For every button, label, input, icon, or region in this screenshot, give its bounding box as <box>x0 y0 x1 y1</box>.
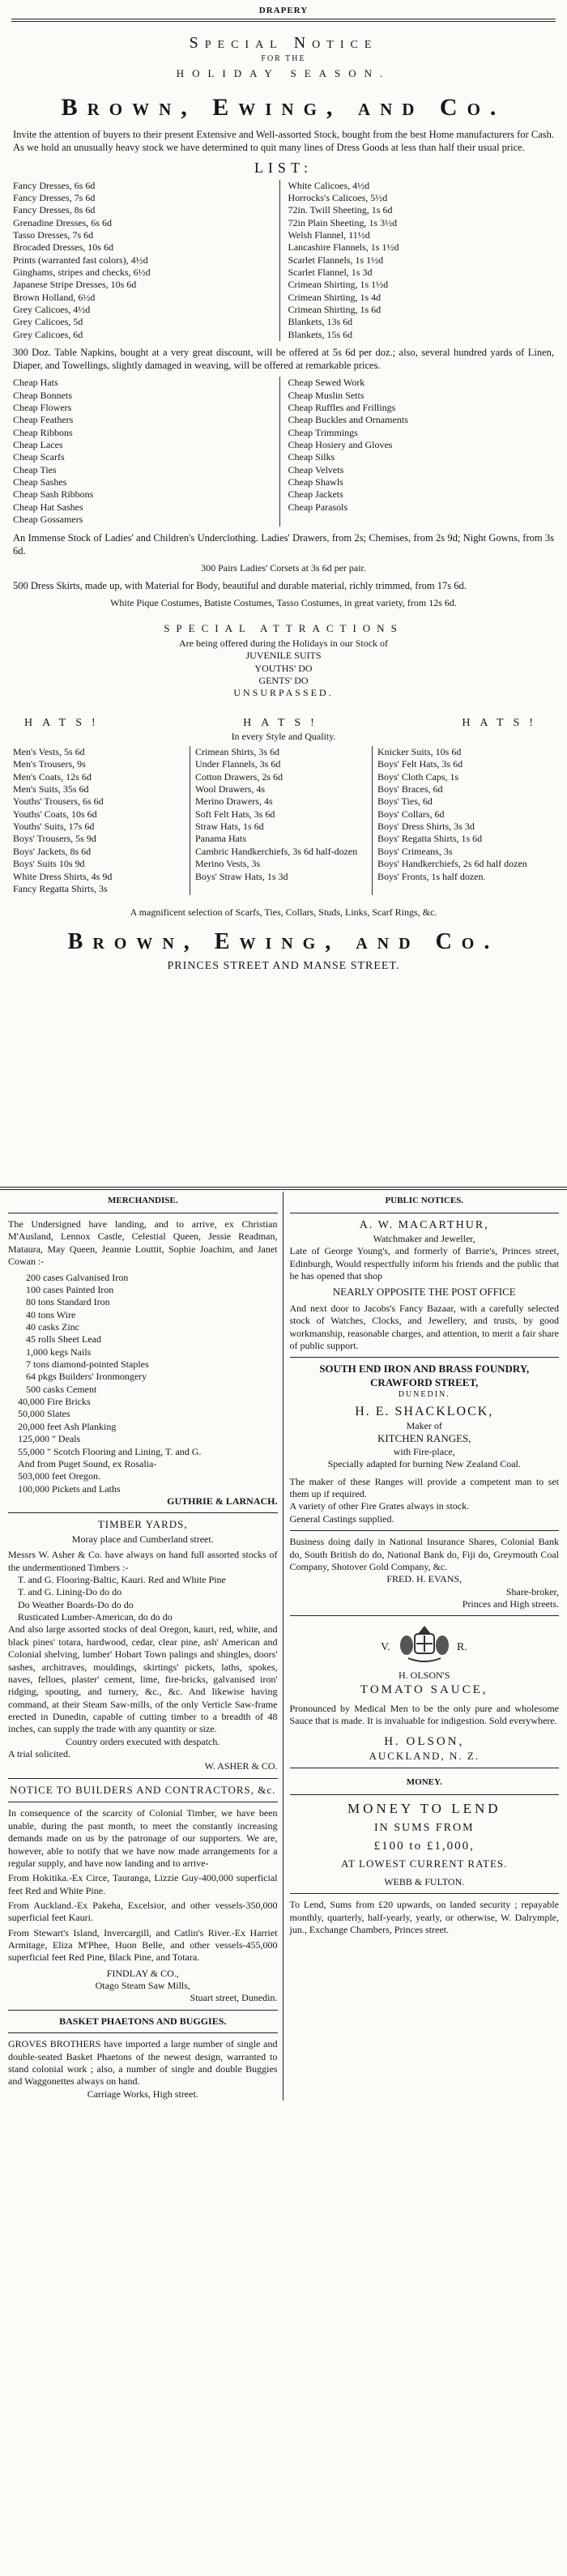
list-item: Boys' Suits 10s 9d <box>13 858 85 870</box>
list-item: Boys' Straw Hats, 1s 3d <box>195 870 288 882</box>
list-item: White Calicoes, 4½d <box>288 179 370 191</box>
list-item: Panama Hats <box>195 833 246 845</box>
list-item: Blankets, 15s 6d <box>288 328 353 340</box>
list-item: T. and G. Lining-Do do do <box>18 1586 122 1598</box>
list-item: Cheap Flowers <box>13 401 72 413</box>
list-item: Merino Drawers, 4s <box>195 795 273 808</box>
list-item: Grey Calicoes, 4½d <box>13 304 91 316</box>
divider <box>290 1357 560 1358</box>
macarthur-rest: And next door to Jacobs's Fancy Bazaar, with a carefully selected stock of Watches, Clocks, and Jewellery, and trusts, by good workmanship, reasonable charges, and attention, to merit a fair share of public support. <box>289 1303 559 1352</box>
business-sign: Princes and High streets. <box>462 1597 559 1610</box>
list-item: Welsh Flannel, 11½d <box>288 228 370 241</box>
right-column <box>284 1192 567 2100</box>
divider <box>8 1512 278 1513</box>
list-item: Cheap Scarfs <box>13 451 65 463</box>
list-item: Cheap Bonnets <box>13 389 72 401</box>
list-item: 40,000 Fire Bricks <box>18 1396 91 1408</box>
macarthur-name: A. W. MACARTHUR, <box>359 1219 489 1232</box>
foundry-variety: A variety of other Fire Grates always in stock. <box>289 1500 470 1512</box>
special-line: Are being offered during the Holidays in our Stock of <box>178 637 389 649</box>
price-list <box>13 180 554 342</box>
list-item: Brown Holland, 6½d <box>13 291 96 303</box>
hats-banner <box>24 716 543 731</box>
timber-trial: A trial solicited. <box>8 1748 70 1760</box>
builders-item: From Stewart's Island, Invercargill, and Catlin's River.-Ex Harriet Armitage, Eliza M'Phee, Huon Belle, and other vessels-455,000 superficial feet Red Pine, Black Pine, and Totara. <box>8 1926 278 1964</box>
royal-crest <box>290 1621 560 1670</box>
intro-paragraph: Invite the attention of buyers to their present Extensive and Well-assorted Stock, bought from the best Home manufacturers for Cash. As we hold an unusually heavy stock we have determined to quit many lines of Dress Goods at less than half their usual price. <box>13 129 554 154</box>
list-item: Ginghams, stripes and checks, 6½d <box>13 267 151 279</box>
timber-country: Country orders executed with despatch. <box>66 1735 220 1747</box>
list-item: 503,000 feet Oregon. <box>18 1470 100 1482</box>
hats-word: HATS! <box>24 716 105 729</box>
firm-name: Brown, Ewing, and Co. <box>61 94 506 122</box>
list-item: Wool Drawers, 4s <box>195 783 266 795</box>
builders-item: From Auckland.-Ex Pakeha, Excelsior, and other vessels-350,000 superficial feet Kauri. <box>8 1899 278 1924</box>
money-tolend: To Lend, Sums from £20 upwards, on landed security ; repayable monthly, quarterly, half-yearly, yearly, or otherwise, W. Dalrymple, jun., Exchange Chambers, Princes street. <box>289 1899 559 1935</box>
sauce-owner: H. OLSON'S <box>398 1670 450 1682</box>
macarthur-trade: Watchmaker and Jeweller, <box>373 1232 475 1244</box>
list-item: Cheap Gossamers <box>13 514 83 526</box>
cheap-list <box>13 377 554 526</box>
clothing-list <box>13 746 554 895</box>
list-item: 20,000 feet Ash Planking <box>18 1420 117 1432</box>
hats-word: HATS! <box>462 716 543 729</box>
list-item: Fancy Dresses, 8s 6d <box>13 204 96 216</box>
list-item: Lancashire Flannels, 1s 1½d <box>288 241 399 254</box>
firm-address: PRINCES STREET AND MANSE STREET. <box>167 960 400 973</box>
timber-rest: And also large assorted stocks of deal Oregon, kauri, red, white, and black pines' totara, hardwood, cedar, clear pine, ash' American and Colonial shelving, lumber' Hobart Town palings and shingles, doors' sashes, architraves, mouldings, skirtings' pickets, laths, spokes, naves, felloes, plaster' cement, lime, fire-bricks, galvanised iron' ridging, spouting, and turnery, &c., &c. And likewise having command, at their Steam Saw-mills, of the only Verticle Saw-frame erected in Dunedin, capable of cutting timber to a breadth of 48 inches, can supply the trade with any quantity or size. <box>8 1623 278 1735</box>
list-item: Soft Felt Hats, 3s 6d <box>195 808 275 820</box>
price-list-right <box>279 180 555 342</box>
corsets-line: 300 Pairs Ladies' Corsets at 3s 6d per pair. <box>201 561 366 574</box>
list-item: Cheap Muslin Setts <box>288 389 364 401</box>
list-item: Cheap Sash Ribbons <box>13 488 94 501</box>
timber-body: Messrs W. Asher & Co. have always on hand full assorted stocks of the undermentioned Timbers :- <box>8 1549 278 1573</box>
list-item: Cheap Ruffles and Frillings <box>288 401 396 413</box>
list-item: Boys' Cloth Caps, 1s <box>377 770 459 783</box>
basket-heading: BASKET PHAETONS AND BUGGIES. <box>59 2015 227 2027</box>
list-item: Boys' Fronts, 1s half dozen. <box>377 870 486 882</box>
list-item: 80 tons Standard Iron <box>26 1296 110 1308</box>
sauce-sign: H. OLSON, <box>384 1734 465 1748</box>
divider <box>8 1778 278 1779</box>
list-item: Boys' Handkerchiefs, 2s 6d half dozen <box>377 858 527 870</box>
foundry-fire: with Fire-place, <box>393 1445 455 1457</box>
list-item: 64 pkgs Builders' Ironmongery <box>26 1371 147 1383</box>
list-item: Crimean Shirting, 1s 1½d <box>288 279 389 291</box>
dress-skirts-paragraph: 500 Dress Skirts, made up, with Material for Body, beautiful and durable material, richly trimmed, from 17s 6d. <box>13 579 467 591</box>
builders-sign: Otago Steam Saw Mills, <box>95 1980 190 1992</box>
lower-section <box>0 1187 567 2100</box>
list-item: Horrocks's Calicoes, 5½d <box>288 191 388 203</box>
special-attractions-heading: SPECIAL ATTRACTIONS <box>164 622 403 635</box>
list-item: Youths' Coats, 10s 6d <box>13 808 97 820</box>
youths-suits: YOUTHS' DO <box>254 662 313 674</box>
list-item: 72in. Twill Sheeting, 1s 6d <box>288 204 393 216</box>
hats-style: In every Style and Quality. <box>231 730 336 742</box>
list-item: Rusticated Lumber-American, do do do <box>18 1611 173 1623</box>
list-item: Scarlet Flannels, 1s 1½d <box>288 254 384 266</box>
clothing-col-3 <box>372 746 554 895</box>
public-notices-heading: PUBLIC NOTICES. <box>385 1196 464 1205</box>
merchandise-sign: GUTHRIE & LARNACH. <box>167 1495 278 1507</box>
notice-season: HOLIDAY SEASON. <box>176 67 391 80</box>
list-item: Cheap Ribbons <box>13 426 73 438</box>
list-item: Fancy Regatta Shirts, 3s <box>13 882 108 894</box>
macarthur-body: Late of George Young's, and formerly of Barrie's, Princes street, Edinburgh, Would respectfully inform his friends and the public that he has opened that shop <box>289 1245 559 1282</box>
list-item: Cheap Ties <box>13 463 57 476</box>
list-item: Scarlet Flannel, 1s 3d <box>288 267 373 279</box>
list-item: Boys' Regatta Shirts, 1s 6d <box>377 833 483 845</box>
clothing-col-1 <box>13 746 190 895</box>
price-list-left <box>13 180 279 342</box>
notice-for-the: FOR THE <box>261 53 306 63</box>
list-item: Tasso Dresses, 7s 6d <box>13 228 94 241</box>
list-item: Cheap Parasols <box>288 501 348 513</box>
merchandise-intro: The Undersigned have landing, and to arrive, ex Christian M'Ausland, Lennox Castle, Celestial Queen, Jessie Readman, Mataura, May Queen, Jeannie Louttit, Sophie Joachim, and Janet Cowan :- <box>8 1218 278 1268</box>
napkins-paragraph: 300 Doz. Table Napkins, bought at a very great discount, will be offered at 5s 6d per doz.; also, several hundred yards of Linen, Diaper, and Towellings, slightly damaged in weaving, will be offered at remarkable prices. <box>13 347 554 372</box>
sauce-title: TOMATO SAUCE, <box>360 1683 488 1696</box>
list-item: Men's Suits, 35s 6d <box>13 783 89 795</box>
list-item: 50,000 Slates <box>18 1408 70 1420</box>
money-sums: IN SUMS FROM <box>373 1822 475 1835</box>
list-item: Cheap Velvets <box>288 463 344 476</box>
firm-name-footer: Brown, Ewing, and Co. <box>67 928 500 954</box>
list-item: Crimean Shirting, 1s 6d <box>288 304 382 316</box>
business-sign: Share-broker, <box>505 1585 559 1597</box>
foundry-ranges: KITCHEN RANGES, <box>377 1432 471 1445</box>
list-item: Cheap Sashes <box>13 476 67 488</box>
list-item: 100 cases Painted Iron <box>26 1283 114 1295</box>
list-item: 40 tons Wire <box>26 1308 76 1320</box>
sauce-body: Pronounced by Medical Men to be the only pure and wholesome Sauce that is made. It is invaluable for indigestion. Sold everywhere. <box>289 1702 559 1727</box>
list-item: Fancy Dresses, 7s 6d <box>13 191 96 203</box>
divider <box>290 1530 560 1531</box>
list-item: Prints (warranted fast colors), 4½d <box>13 254 148 266</box>
money-heading: MONEY. <box>406 1777 442 1788</box>
svg-text:V.: V. <box>380 1641 390 1654</box>
svg-text:R.: R. <box>456 1641 467 1654</box>
list-item: 40 casks Zinc <box>26 1320 79 1333</box>
list-item: Brocaded Dresses, 10s 6d <box>13 241 113 254</box>
list-item: Crimean Shirts, 3s 6d <box>195 745 279 757</box>
list-item: 200 cases Galvanised Iron <box>26 1271 129 1283</box>
costumes-line: White Pique Costumes, Batiste Costumes, Tasso Costumes, in great variety, from 12s 6d. <box>110 596 457 608</box>
foundry-adapted: Specially adapted for burning New Zealand Coal. <box>327 1458 521 1470</box>
list-item: 100,000 Pickets and Laths <box>18 1482 121 1495</box>
divider <box>290 1893 560 1894</box>
notice-title: Special Notice <box>189 34 378 53</box>
underclothing-paragraph: An Immense Stock of Ladies' and Children's Underclothing. Ladies' Drawers, from 2s; Chemises, from 2s 9d; Night Gowns, from 3s 6d. <box>13 531 554 557</box>
basket-body: GROVES BROTHERS have imported a large number of single and double-seated Basket Phaetons of the newest design, warranted to stand colonial work ; also, a number of single and double Buggies and Waggonettes always on hand. <box>8 2038 278 2088</box>
money-rates: AT LOWEST CURRENT RATES. <box>341 1857 508 1870</box>
list-item: Cambric Handkerchiefs, 3s 6d half-dozen <box>195 845 358 857</box>
left-column <box>0 1192 284 2100</box>
royal-crest-icon <box>376 1621 473 1670</box>
cheap-list-left <box>13 377 279 526</box>
business-sign: FRED. H. EVANS, <box>386 1573 463 1585</box>
list-item: White Dress Shirts, 4s 9d <box>13 870 113 882</box>
foundry-body: The maker of these Ranges will provide a competent man to set them up if required. <box>289 1475 559 1500</box>
hats-word: HATS! <box>243 716 324 729</box>
list-item: Cheap Feathers <box>13 414 74 426</box>
business-body: Business doing daily in National Insurance Shares, Colonial Bank do, South British do do, National Bank do, Fiji do, Greymouth Coal Company, Shotover Gold Company, &c. <box>289 1536 559 1572</box>
foundry-city: DUNEDIN. <box>398 1389 450 1399</box>
foundry-maker: Maker of <box>406 1420 442 1431</box>
list-item: Cheap Shawls <box>288 476 343 488</box>
cheap-list-right <box>279 377 555 526</box>
foundry-street: CRAWFORD STREET, <box>370 1376 479 1389</box>
list-item: 500 casks Cement <box>26 1383 97 1395</box>
list-item: 125,000 " Deals <box>18 1433 81 1445</box>
basket-sign: Carriage Works, High street. <box>87 2088 198 2100</box>
list-item: T. and G. Flooring-Baltic, Kauri. Red and White Pine <box>18 1574 226 1586</box>
list-item: Crimean Shirting, 1s 4d <box>288 291 382 303</box>
builders-sign: FINDLAY & CO., <box>106 1967 179 1979</box>
list-heading: LIST: <box>254 160 313 177</box>
gents-suits: GENTS' DO <box>258 674 309 686</box>
list-item: And from Puget Sound, ex Rosalia- <box>18 1457 157 1469</box>
list-item: Merino Vests, 3s <box>195 858 261 870</box>
list-item: Cheap Hats <box>13 377 58 389</box>
foundry-heading: SOUTH END IRON AND BRASS FOUNDRY, <box>319 1363 530 1375</box>
juvenile-suits: JUVENILE SUITS <box>245 650 322 662</box>
list-item: Blankets, 13s 6d <box>288 316 353 328</box>
list-item: Cheap Hosiery and Gloves <box>288 438 393 450</box>
timber-sign: W. ASHER & CO. <box>204 1760 278 1772</box>
list-item: Boys' Dress Shirts, 3s 3d <box>377 821 475 833</box>
builders-sign: Stuart street, Dunedin. <box>190 1992 278 2004</box>
list-item: Youths' Suits, 17s 6d <box>13 821 95 833</box>
clothing-col-2 <box>190 746 372 895</box>
macarthur-opposite: NEARLY OPPOSITE THE POST OFFICE <box>332 1286 516 1299</box>
money-title: MONEY TO LEND <box>347 1801 501 1817</box>
list-item: Boys' Ties, 6d <box>377 795 433 808</box>
divider <box>0 1187 567 1190</box>
list-item: Boys' Felt Hats, 3s 6d <box>377 758 463 770</box>
merchandise-heading: MERCHANDISE. <box>108 1196 178 1205</box>
list-item: Youths' Trousers, 6s 6d <box>13 795 104 808</box>
list-item: Fancy Dresses, 6s 6d <box>13 179 96 191</box>
list-item: Cotton Drawers, 2s 6d <box>195 770 283 783</box>
builders-body: In consequence of the scarcity of Colonial Timber, we have been unable, during the past month, to meet the constantly increasing demands made on us by the patronage of our supporters. We are, however, able to notify that we have now made arrangements for a regular supply, and have now landing and to arrive- <box>8 1807 278 1869</box>
list-item: Boys' Braces, 6d <box>377 783 443 795</box>
list-item: 1,000 kegs Nails <box>26 1346 92 1358</box>
divider <box>8 2032 278 2033</box>
list-item: Men's Vests, 5s 6d <box>13 745 85 757</box>
divider <box>290 1615 560 1616</box>
list-item: Cheap Hat Sashes <box>13 501 83 513</box>
unsurpassed: UNSURPASSED. <box>233 687 334 699</box>
timber-sub: Moray place and Cumberland street. <box>71 1533 214 1545</box>
list-item: Grey Calicoes, 6d <box>13 328 83 340</box>
list-item: Boys' Collars, 6d <box>377 808 445 820</box>
scarfs-line: A magnificent selection of Scarfs, Ties, Collars, Studs, Links, Scarf Rings, &c. <box>130 906 437 919</box>
divider <box>11 19 556 22</box>
money-sign: WEBB & FULTON. <box>384 1875 465 1887</box>
list-item: Cheap Buckles and Ornaments <box>288 414 408 426</box>
list-item: 72in Plain Sheeting, 1s 3½d <box>288 216 398 228</box>
divider <box>8 2010 278 2011</box>
list-item: 55,000 " Scotch Flooring and Lining, T. and G. <box>18 1445 202 1457</box>
timber-heading: TIMBER YARDS, <box>97 1518 188 1531</box>
money-range: £100 to £1,000, <box>373 1840 475 1853</box>
list-item: Cheap Sewed Work <box>288 377 365 389</box>
list-item: Japanese Stripe Dresses, 10s 6d <box>13 279 137 291</box>
list-item: Do Weather Boards-Do do do <box>18 1598 134 1610</box>
merchandise-items <box>8 1272 278 1495</box>
section-heading-drapery: DRAPERY <box>258 6 309 15</box>
list-item: Men's Trousers, 9s <box>13 758 86 770</box>
list-item: Straw Hats, 1s 6d <box>195 821 264 833</box>
list-item: Cheap Silks <box>288 451 335 463</box>
list-item: Men's Coats, 12s 6d <box>13 770 92 783</box>
list-item: 45 rolls Sheet Lead <box>26 1333 101 1346</box>
divider <box>290 1794 560 1795</box>
list-item: 7 tons diamond-pointed Staples <box>26 1358 149 1371</box>
builders-heading: NOTICE TO BUILDERS AND CONTRACTORS, &c. <box>10 1783 276 1796</box>
sauce-place: AUCKLAND, N. Z. <box>369 1749 480 1762</box>
list-item: Cheap Trimmings <box>288 426 358 438</box>
list-item: Under Flannels, 3s 6d <box>195 758 281 770</box>
list-item: Knicker Suits, 10s 6d <box>377 745 462 757</box>
foundry-name: H. E. SHACKLOCK, <box>355 1404 494 1418</box>
list-item: Boys' Crimeans, 3s <box>377 845 453 857</box>
list-item: Cheap Jackets <box>288 488 343 501</box>
list-item: Boys' Jackets, 8s 6d <box>13 845 92 857</box>
foundry-castings: General Castings supplied. <box>289 1512 394 1525</box>
lower-columns <box>0 1192 567 2100</box>
builders-item: From Hokitika.-Ex Circe, Tauranga, Lizzie Guy-400,000 superficial feet Red and White Pine. <box>8 1872 278 1896</box>
list-item: Cheap Laces <box>13 438 63 450</box>
list-item: Boys' Trousers, 5s 9d <box>13 833 96 845</box>
list-item: Grey Calicoes, 5d <box>13 316 83 328</box>
list-item: Grenadine Dresses, 6s 6d <box>13 216 112 228</box>
